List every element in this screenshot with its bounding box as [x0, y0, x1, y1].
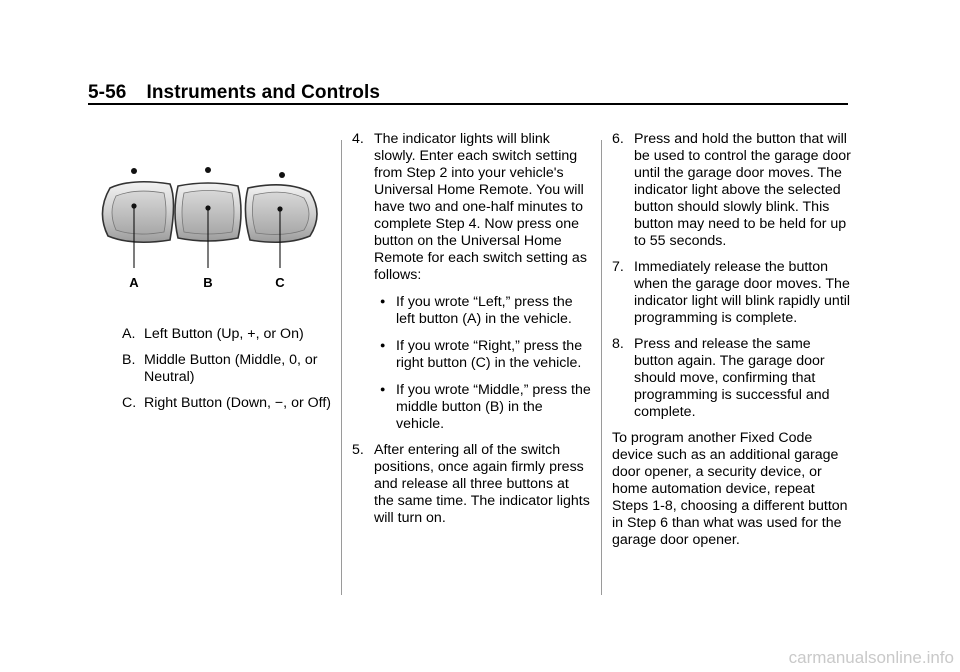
bullet-icon: ●	[380, 384, 386, 394]
page-number: 5-56	[88, 82, 127, 103]
column-divider-2	[601, 140, 602, 595]
bullet-text: If you wrote “Right,” press the right button (C) in the vehicle.	[396, 338, 583, 371]
step-number: 7.	[612, 259, 624, 275]
step-5	[352, 442, 592, 527]
figure-label-a: A	[129, 275, 139, 290]
caption-c	[122, 395, 337, 412]
universal-remote-buttons-figure	[92, 140, 325, 315]
left-button-a	[102, 182, 173, 243]
caption-text: Right Button (Down, −, or Off)	[144, 395, 332, 411]
step-6	[612, 131, 852, 250]
bullet-item	[374, 382, 592, 433]
step-number: 6.	[612, 131, 624, 147]
step-8	[612, 336, 852, 421]
bullet-item	[374, 338, 592, 372]
bullet-text: If you wrote “Left,” press the left button (A) in the vehicle.	[396, 294, 573, 327]
column-divider-1	[341, 140, 342, 595]
step-number: 5.	[352, 442, 364, 458]
step-text: The indicator lights will blink slowly. Enter each switch setting from Step 2 into your vehicle's Universal Home Remote. You will have two and one-half minutes to complete Step 4. Now press one button on the Universal Home Remote for each switch setting as follows:	[374, 131, 587, 283]
caption-letter: C.	[122, 395, 137, 411]
column-3	[612, 131, 852, 549]
caption-b	[122, 352, 337, 386]
watermark: carmanualsonline.info	[788, 648, 954, 667]
right-button-c	[245, 185, 317, 242]
bullet-text: If you wrote “Middle,” press the middle button (B) in the vehicle.	[396, 382, 591, 432]
step-text: Press and release the same button again. The garage door should move, confirming that programming is successful and complete.	[634, 336, 830, 420]
closing-paragraph: To program another Fixed Code device such as an additional garage door opener, a security device, or home automation device, repeat Steps 1-8, choosing a different button in Step 6 than what was used for the garage door opener.	[612, 430, 848, 548]
step-4	[352, 131, 592, 284]
bullet-icon: ●	[380, 296, 386, 306]
step-number: 8.	[612, 336, 624, 352]
step-number: 4.	[352, 131, 364, 147]
page-title: Instruments and Controls	[146, 82, 381, 103]
button-illustration	[92, 140, 325, 315]
caption-text: Middle Button (Middle, 0, or Neutral)	[144, 352, 318, 385]
step-text: Immediately release the button when the garage door moves. The indicator light will blink rapidly until programming is complete.	[634, 259, 851, 326]
indicator-light-a	[131, 168, 137, 174]
bullet-item	[374, 294, 592, 328]
figure-captions	[122, 326, 337, 421]
step-text: After entering all of the switch positions, once again firmly press and release all three buttons at the same time. The indicator lights will turn on.	[374, 442, 590, 526]
bullet-list	[352, 294, 592, 433]
column-2	[352, 131, 592, 527]
indicator-light-c	[279, 172, 285, 178]
header-rule	[88, 103, 848, 105]
figure-label-b: B	[203, 275, 213, 290]
step-text: Press and hold the button that will be used to control the garage door until the garage door moves. The indicator light above the selected button should slowly blink. This button may need to be held for up to 55 seconds.	[634, 131, 851, 249]
caption-letter: B.	[122, 352, 136, 368]
caption-text: Left Button (Up, +, or On)	[144, 326, 304, 342]
step-7	[612, 259, 852, 327]
bullet-icon: ●	[380, 340, 386, 350]
page-header	[88, 82, 380, 104]
caption-letter: A.	[122, 326, 136, 342]
caption-a	[122, 326, 337, 343]
indicator-light-b	[205, 167, 211, 173]
figure-label-c: C	[275, 275, 285, 290]
